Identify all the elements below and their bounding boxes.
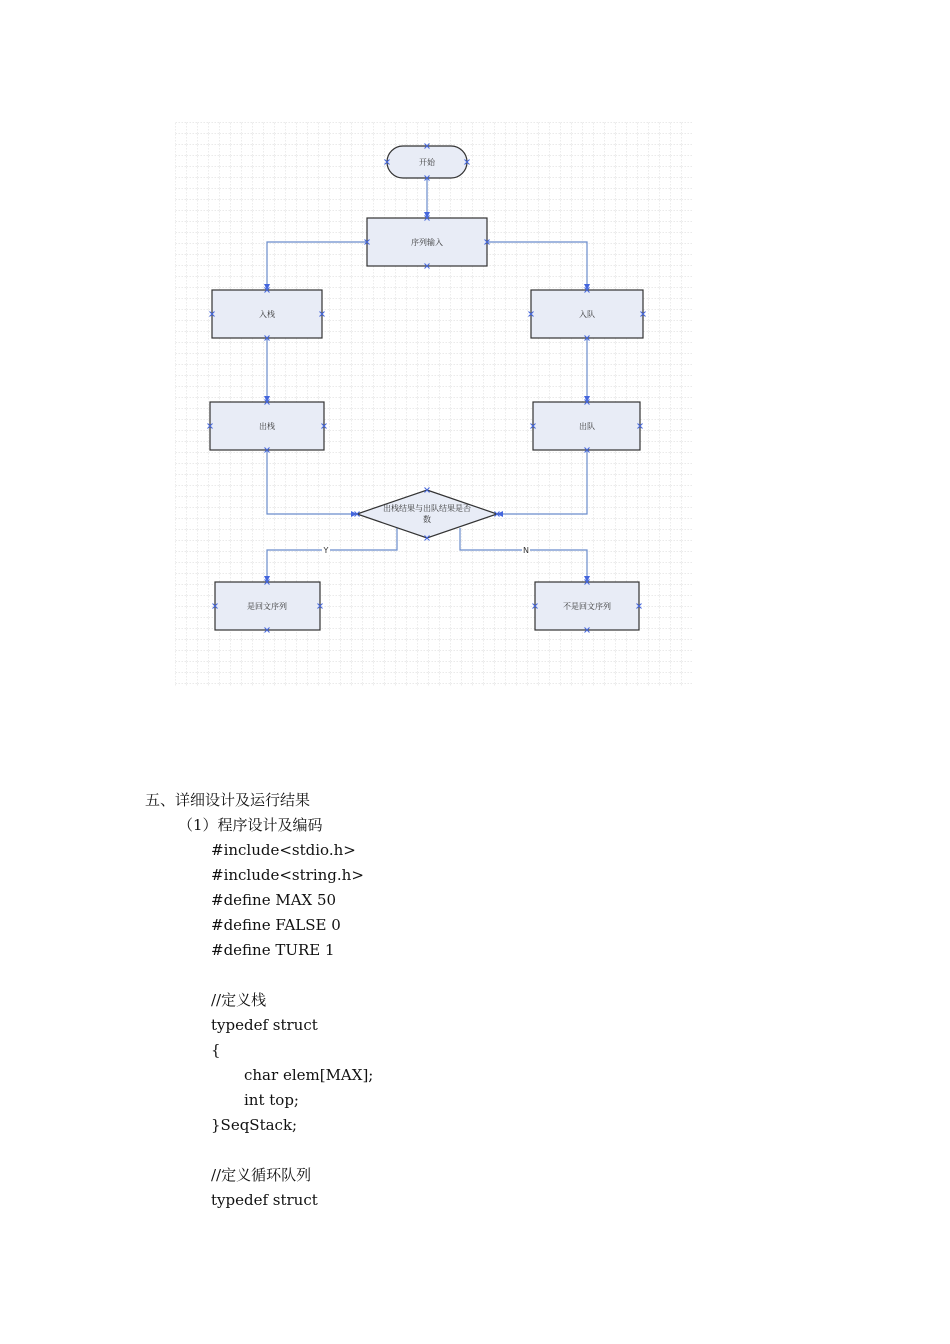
flowchart-canvas <box>175 122 692 687</box>
flowchart <box>175 122 692 687</box>
code-line: #include<stdio.h> <box>211 841 356 859</box>
section-heading: 五、详细设计及运行结果 <box>145 791 311 809</box>
edge-label-yes: Y <box>323 546 329 555</box>
code-line: }SeqStack; <box>211 1116 298 1134</box>
edge-label-no: N <box>523 546 529 555</box>
node-dequeue-label: 出队 <box>579 422 595 431</box>
code-line: #include<string.h> <box>211 866 364 884</box>
code-line: //定义循环队列 <box>211 1166 312 1184</box>
code-line: int top; <box>244 1091 299 1109</box>
node-input-label: 序列输入 <box>411 238 443 247</box>
node-compare-label-line2: 数 <box>423 515 431 524</box>
node-is-palindrome-label: 是回文序列 <box>247 602 287 611</box>
node-enqueue-label: 入队 <box>579 310 595 319</box>
code-line: char elem[MAX]; <box>244 1066 374 1084</box>
code-line: { <box>211 1041 221 1059</box>
code-line: #define TURE 1 <box>211 941 335 959</box>
node-start-label: 开始 <box>419 158 435 167</box>
code-line: //定义栈 <box>211 991 267 1009</box>
code-line: #define FALSE 0 <box>211 916 341 934</box>
code-line: typedef struct <box>211 1191 318 1209</box>
node-push-label: 入栈 <box>259 310 275 319</box>
node-compare-label-line1: 出栈结果与出队结果是否 <box>383 504 471 513</box>
code-line: #define MAX 50 <box>211 891 337 909</box>
subsection-heading: （1）程序设计及编码 <box>178 816 323 834</box>
node-not-palindrome-label: 不是回文序列 <box>563 602 611 611</box>
node-pop-label: 出栈 <box>259 422 275 431</box>
code-line: typedef struct <box>211 1016 318 1034</box>
